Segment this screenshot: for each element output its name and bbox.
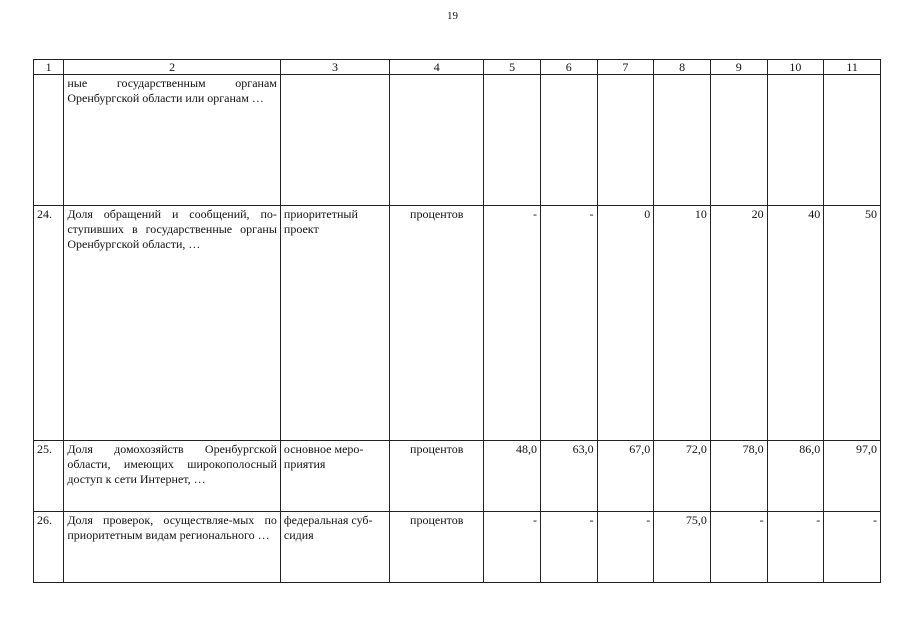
- row-number-cell: [34, 75, 64, 206]
- value-cell: -: [484, 512, 541, 583]
- indicator-name-cell: Доля обращений и сообщений, поступивших в государственные органы Оренбургской области, …: [64, 206, 281, 441]
- column-header: 5: [484, 60, 541, 75]
- unit-cell: [390, 75, 484, 206]
- value-cell: [710, 75, 767, 206]
- row-number-cell: 25.: [34, 441, 64, 512]
- value-cell: -: [540, 512, 597, 583]
- source-cell: приоритетный проект: [280, 206, 389, 441]
- value-cell: 72,0: [654, 441, 711, 512]
- row-number-cell: 26.: [34, 512, 64, 583]
- column-header: 10: [767, 60, 824, 75]
- value-cell: 75,0: [654, 512, 711, 583]
- table-row-continuation: [34, 75, 881, 206]
- column-header: 6: [540, 60, 597, 75]
- column-header: 4: [390, 60, 484, 75]
- unit-cell: процентов: [390, 441, 484, 512]
- value-cell: 20: [710, 206, 767, 441]
- value-cell: -: [540, 206, 597, 441]
- table-row: [34, 441, 881, 512]
- value-cell: 63,0: [540, 441, 597, 512]
- value-cell: 86,0: [767, 441, 824, 512]
- indicators-table: [33, 59, 881, 583]
- value-cell: 67,0: [597, 441, 654, 512]
- source-cell: основное мероприятия: [280, 441, 389, 512]
- value-cell: -: [767, 512, 824, 583]
- value-cell: [597, 75, 654, 206]
- column-header: 1: [34, 60, 64, 75]
- value-cell: [767, 75, 824, 206]
- value-cell: -: [824, 512, 881, 583]
- value-cell: 10: [654, 206, 711, 441]
- column-header: 9: [710, 60, 767, 75]
- value-cell: -: [484, 206, 541, 441]
- value-cell: [484, 75, 541, 206]
- table-row: [34, 512, 881, 583]
- column-header: 3: [280, 60, 389, 75]
- source-cell: федеральная субсидия: [280, 512, 389, 583]
- value-cell: 78,0: [710, 441, 767, 512]
- column-header: 2: [64, 60, 281, 75]
- value-cell: 97,0: [824, 441, 881, 512]
- value-cell: 40: [767, 206, 824, 441]
- indicator-name-cell: Доля домохозяйств Оренбургской области, имеющих широкополосный доступ к сети Интернет, …: [64, 441, 281, 512]
- unit-cell: процентов: [390, 512, 484, 583]
- column-header: 11: [824, 60, 881, 75]
- value-cell: 50: [824, 206, 881, 441]
- row-number-cell: 24.: [34, 206, 64, 441]
- indicator-name-cell: Доля проверок, осуществляе-мых по приоритетным видам регионального …: [64, 512, 281, 583]
- value-cell: -: [597, 512, 654, 583]
- value-cell: [654, 75, 711, 206]
- value-cell: [540, 75, 597, 206]
- page-number: 19: [447, 10, 458, 22]
- source-cell: [280, 75, 389, 206]
- column-header: 7: [597, 60, 654, 75]
- table-row: [34, 206, 881, 441]
- column-header: 8: [654, 60, 711, 75]
- indicator-name-cell: ные государственным органам Оренбургской области или органам …: [64, 75, 281, 206]
- value-cell: 48,0: [484, 441, 541, 512]
- column-number-row: [34, 60, 881, 75]
- unit-cell: процентов: [390, 206, 484, 441]
- value-cell: [824, 75, 881, 206]
- value-cell: 0: [597, 206, 654, 441]
- value-cell: -: [710, 512, 767, 583]
